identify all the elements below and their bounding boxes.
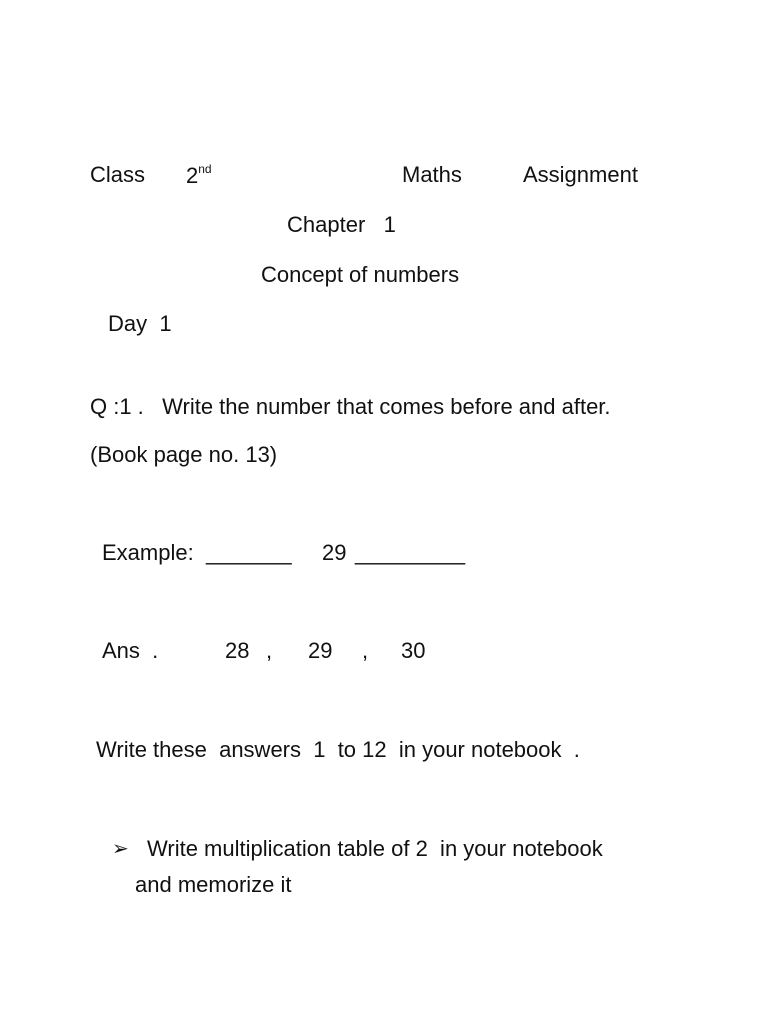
book-reference: (Book page no. 13) <box>90 442 278 467</box>
day-label: Day 1 <box>108 311 172 336</box>
subject-title: Maths <box>402 162 462 187</box>
chapter-heading: Chapter 1 <box>287 212 396 237</box>
task-line-2: and memorize it <box>135 872 292 897</box>
assignment-title: Assignment <box>523 162 638 187</box>
grade-value <box>186 162 212 189</box>
answer-separator: , <box>362 638 369 663</box>
instruction-text: Write these answers 1 to 12 in your notebook . <box>96 737 580 762</box>
topic-heading: Concept of numbers <box>261 262 460 287</box>
arrow-bullet-icon: ➢ <box>112 838 129 860</box>
question-text: Q :1 . Write the number that comes before and after. <box>90 394 611 419</box>
task-line-1: Write multiplication table of 2 in your notebook <box>147 836 603 861</box>
example-label: Example: <box>102 540 194 565</box>
example-blank-before: _______ <box>206 540 292 565</box>
answer-value: 29 <box>308 638 333 663</box>
answer-separator: , <box>266 638 273 663</box>
class-label: Class <box>90 162 146 187</box>
answer-value: 30 <box>401 638 426 663</box>
grade-suffix: nd <box>198 162 212 176</box>
example-blank-after: _________ <box>355 540 466 565</box>
grade-number: 2 <box>186 163 199 188</box>
answer-label: Ans . <box>102 638 159 663</box>
answer-value: 28 <box>225 638 250 663</box>
example-number: 29 <box>322 540 347 565</box>
